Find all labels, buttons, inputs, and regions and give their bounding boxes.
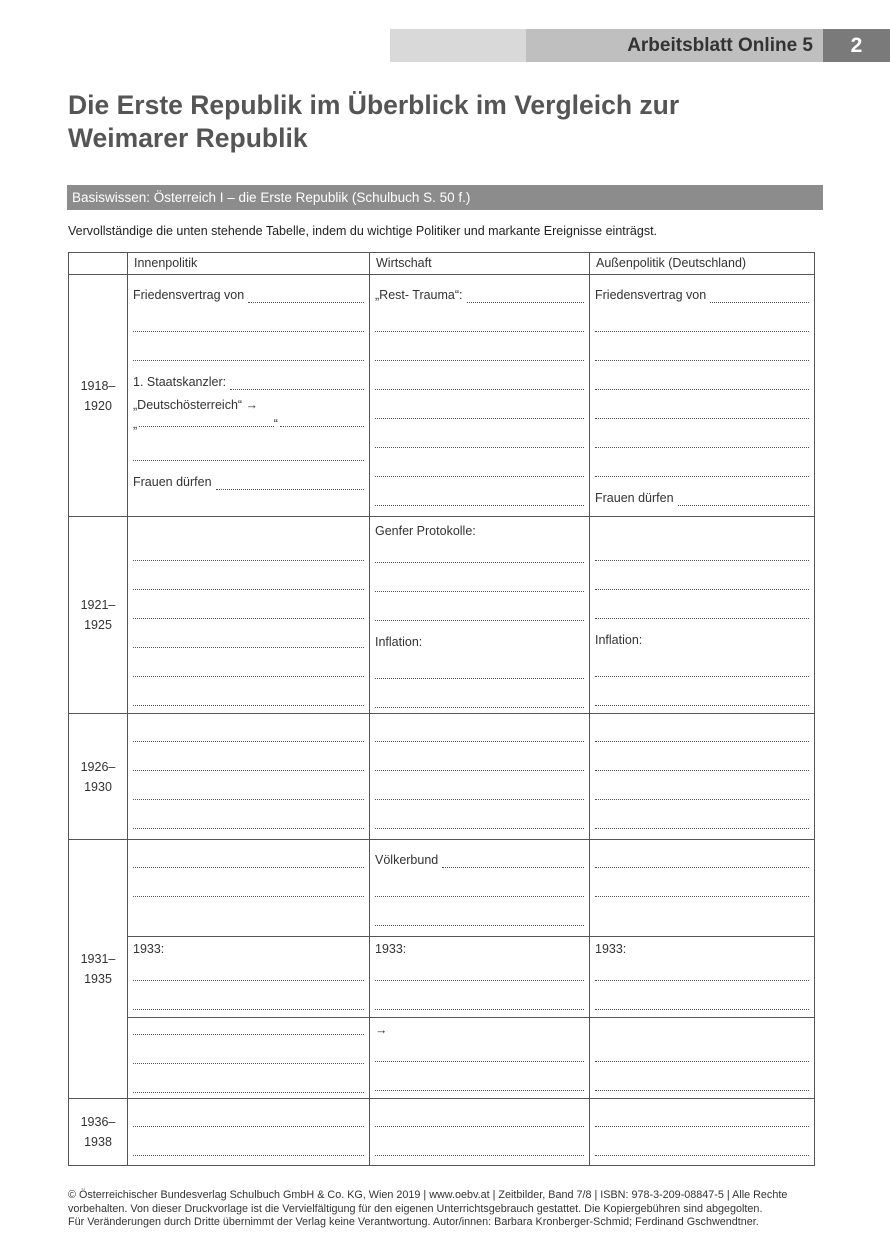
label-inflation: Inflation: xyxy=(375,635,423,649)
label-staatskanzler: 1. Staatskanzler: xyxy=(133,375,227,389)
fill-line[interactable] xyxy=(133,1082,364,1093)
fill-line[interactable] xyxy=(595,695,809,706)
fill-line[interactable] xyxy=(595,379,809,390)
title-line-1: Die Erste Republik im Überblick im Vergleich zur xyxy=(68,90,680,120)
table-row-1918-1920 xyxy=(69,275,815,517)
fill-line[interactable] xyxy=(375,552,584,563)
footer-line-2: vorbehalten. Von dieser Druckvorlage ist die Vervielfältigung für den eigenen Unterrichtsgebrauch gestattet. Die Kopiergebühren sind abgegolten. xyxy=(68,1202,763,1215)
cell-wirtschaft-1933[interactable]: 1933: xyxy=(370,937,590,1018)
fill-line[interactable] xyxy=(595,789,809,800)
fill-line[interactable] xyxy=(375,610,584,621)
worksheet-label: Arbeitsblatt Online 5 xyxy=(526,29,823,62)
cell-wirtschaft-1921[interactable] xyxy=(370,517,590,714)
fill-line[interactable] xyxy=(248,292,364,303)
fill-line[interactable] xyxy=(216,479,364,490)
column-header-wirtschaft: Wirtschaft xyxy=(370,253,590,275)
table-row-1936-1938 xyxy=(69,1099,815,1166)
fill-line[interactable] xyxy=(595,999,809,1010)
cell-innenpolitik-1933[interactable] xyxy=(128,937,370,1018)
fill-line[interactable] xyxy=(375,789,584,800)
copyright-footer xyxy=(68,1189,828,1230)
period-1926-1930: 1926– 1930 xyxy=(69,714,128,840)
cell-innenpolitik-1931c[interactable] xyxy=(128,1018,370,1099)
cell-aussenpolitik-1918[interactable]: Friedensvertrag von Frauen dürfen xyxy=(590,275,815,517)
period-1931-1935: 1931– 1935 xyxy=(69,840,128,1099)
fill-line[interactable] xyxy=(375,1145,584,1156)
fill-line[interactable] xyxy=(133,789,364,800)
cell-innenpolitik-1921[interactable] xyxy=(128,517,370,714)
fill-line[interactable] xyxy=(133,695,364,706)
section-heading: Basiswissen: Österreich I – die Erste Republik (Schulbuch S. 50 f.) xyxy=(67,185,823,210)
fill-line[interactable] xyxy=(595,408,809,419)
fill-line[interactable] xyxy=(133,350,364,361)
fill-line[interactable] xyxy=(133,857,364,868)
fill-line[interactable] xyxy=(710,292,809,303)
label-1933: 1933: xyxy=(133,942,165,956)
fill-line[interactable] xyxy=(133,550,364,561)
fill-line[interactable] xyxy=(467,292,584,303)
fill-line[interactable] xyxy=(133,886,364,897)
label-friedensvertrag: Friedensvertrag von xyxy=(133,288,245,302)
fill-line[interactable] xyxy=(375,999,584,1010)
fill-line[interactable] xyxy=(280,416,364,427)
fill-line[interactable] xyxy=(595,818,809,829)
cell-wirtschaft-1931c[interactable] xyxy=(370,1018,590,1099)
fill-line[interactable] xyxy=(133,1053,364,1064)
fill-line[interactable] xyxy=(375,1080,584,1091)
fill-line[interactable] xyxy=(133,970,364,981)
fill-line[interactable] xyxy=(375,581,584,592)
fill-line[interactable] xyxy=(133,1145,364,1156)
fill-line[interactable] xyxy=(133,731,364,742)
fill-line[interactable] xyxy=(133,321,364,332)
fill-line[interactable] xyxy=(595,760,809,771)
table-row-1926-1930 xyxy=(69,714,815,840)
fill-line[interactable] xyxy=(375,350,584,361)
cell-aussenpolitik-1936[interactable] xyxy=(590,1099,815,1166)
fill-line[interactable] xyxy=(595,970,809,981)
fill-line[interactable] xyxy=(375,915,584,926)
fill-line[interactable] xyxy=(595,608,809,619)
page-number: 2 xyxy=(823,29,890,62)
label-voelkerbund: Völkerbund xyxy=(375,853,439,867)
fill-line[interactable] xyxy=(375,466,584,477)
fill-line[interactable] xyxy=(595,579,809,590)
fill-line[interactable] xyxy=(595,666,809,677)
title-line-2: Weimarer Republik xyxy=(68,123,308,153)
fill-line[interactable] xyxy=(375,970,584,981)
column-header-innenpolitik: Innenpolitik xyxy=(128,253,370,275)
fill-line[interactable] xyxy=(133,760,364,771)
fill-line[interactable] xyxy=(595,731,809,742)
fill-line[interactable] xyxy=(595,466,809,477)
arrow-icon: → xyxy=(375,1023,388,1037)
cell-innenpolitik-1918[interactable]: Friedensvertrag von 1. Staatskanzler: „Deutschösterreich“ → „ “ Frauen dürfen xyxy=(128,275,370,517)
fill-line[interactable] xyxy=(595,1051,809,1062)
cell-aussenpolitik-1926[interactable] xyxy=(590,714,815,840)
fill-line[interactable] xyxy=(133,666,364,677)
label-genfer-protokolle: Genfer Protokolle: xyxy=(375,524,476,538)
fill-line[interactable] xyxy=(442,857,584,868)
cell-aussenpolitik-1931a[interactable] xyxy=(590,840,815,937)
fill-line[interactable] xyxy=(375,408,584,419)
period-1918-1920: 1918– 1920 xyxy=(69,275,128,517)
label-deutschoesterreich: „Deutschösterreich“ → xyxy=(133,398,259,412)
cell-innenpolitik-1926[interactable] xyxy=(128,714,370,840)
fill-line[interactable] xyxy=(375,1051,584,1062)
column-header-period xyxy=(69,253,128,275)
fill-line[interactable] xyxy=(595,857,809,868)
period-1936-1938: 1936– 1938 xyxy=(69,1099,128,1166)
cell-wirtschaft-1936[interactable] xyxy=(370,1099,590,1166)
table-row-1931-1935-b xyxy=(69,937,815,1018)
cell-wirtschaft-1931a[interactable] xyxy=(370,840,590,937)
fill-line[interactable] xyxy=(133,999,364,1010)
fill-line[interactable] xyxy=(595,437,809,448)
column-header-aussenpolitik: Außenpolitik (Deutschland) xyxy=(590,253,815,275)
instruction-text: Vervollständige die unten stehende Tabelle, indem du wichtige Politiker und markante Ereignisse einträgst. xyxy=(68,224,658,238)
worksheet-table xyxy=(68,252,815,1166)
fill-line[interactable] xyxy=(133,579,364,590)
table-row-1921-1925 xyxy=(69,517,815,714)
period-1921-1925: 1921– 1925 xyxy=(69,517,128,714)
fill-line[interactable] xyxy=(133,608,364,619)
fill-line[interactable] xyxy=(375,379,584,390)
table-row-1931-1935-c xyxy=(69,1018,815,1099)
fill-line[interactable] xyxy=(595,1116,809,1127)
fill-line[interactable] xyxy=(375,731,584,742)
fill-line[interactable] xyxy=(595,1145,809,1156)
fill-line[interactable] xyxy=(595,321,809,332)
fill-line[interactable] xyxy=(133,1024,364,1035)
fill-line[interactable] xyxy=(375,760,584,771)
page-title xyxy=(68,89,828,155)
fill-line[interactable] xyxy=(595,550,809,561)
fill-line[interactable] xyxy=(375,321,584,332)
fill-line[interactable] xyxy=(375,697,584,708)
cell-aussenpolitik-1921[interactable]: Inflation: xyxy=(590,517,815,714)
fill-line[interactable] xyxy=(375,1116,584,1127)
fill-line[interactable] xyxy=(375,668,584,679)
label-rest-trauma: „Rest- Trauma“: xyxy=(375,288,463,302)
table-row-1931-1935-a xyxy=(69,840,815,937)
fill-line[interactable] xyxy=(375,495,584,506)
fill-line[interactable] xyxy=(133,637,364,648)
footer-line-1: © Österreichischer Bundesverlag Schulbuch GmbH & Co. KG, Wien 2019 | www.oebv.at | Zeitbilder, Band 7/8 | ISBN: 978-3-209-08847-5 | Alle Rechte xyxy=(68,1189,788,1201)
fill-line[interactable] xyxy=(230,379,364,390)
fill-line[interactable] xyxy=(133,818,364,829)
cell-aussenpolitik-1931c[interactable] xyxy=(590,1018,815,1099)
fill-line[interactable] xyxy=(595,1080,809,1091)
fill-line[interactable] xyxy=(139,416,274,427)
fill-line[interactable] xyxy=(133,450,364,461)
cell-innenpolitik-1931a[interactable] xyxy=(128,840,370,937)
fill-line[interactable] xyxy=(678,495,809,506)
table-header-row xyxy=(69,253,815,275)
label-frauen: Frauen dürfen xyxy=(133,475,212,489)
cell-wirtschaft-1926[interactable] xyxy=(370,714,590,840)
fill-line[interactable] xyxy=(595,350,809,361)
cell-aussenpolitik-1933[interactable]: 1933: xyxy=(590,937,815,1018)
fill-line[interactable] xyxy=(133,1116,364,1127)
fill-line[interactable] xyxy=(375,886,584,897)
fill-line[interactable] xyxy=(595,886,809,897)
cell-innenpolitik-1936[interactable] xyxy=(128,1099,370,1166)
footer-line-3: Für Veränderungen durch Dritte übernimmt der Verlag keine Verantwortung. Autor/innen: Barbara Kronberger-Schmid; Ferdinand Gschwendtner. xyxy=(68,1216,759,1228)
fill-line[interactable] xyxy=(375,818,584,829)
fill-line[interactable] xyxy=(375,437,584,448)
header-band-light xyxy=(390,29,526,62)
cell-wirtschaft-1918[interactable] xyxy=(370,275,590,517)
